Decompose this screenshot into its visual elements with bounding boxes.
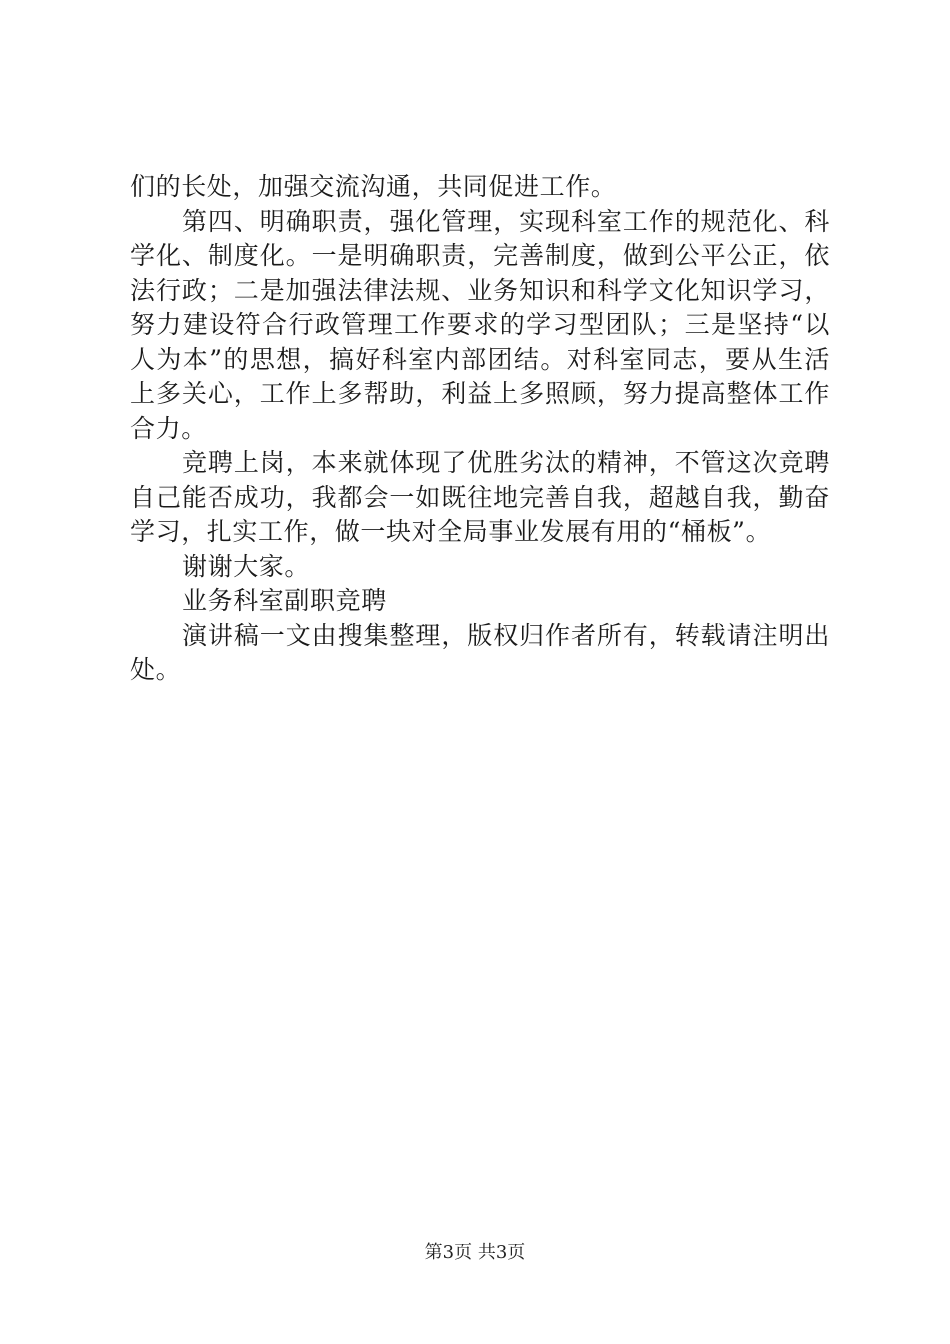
text-line: 演讲稿一文由搜集整理，版权归作者所有，转载请注明出 <box>182 620 830 650</box>
page-number-footer: 第3页 共3页 <box>424 1242 526 1263</box>
text-line: 上多关心，工作上多帮助，利益上多照顾，努力提高整体工作 <box>130 379 830 408</box>
text-line: 法行政；二是加强法律法规、业务知识和科学文化知识学习， <box>130 275 830 305</box>
text-line: 努力建设符合行政管理工作要求的学习型团队；三是坚持“以 <box>130 310 830 339</box>
text-line: 学习，扎实工作，做一块对全局事业发展有用的“桶板”。 <box>130 517 772 546</box>
document-body <box>130 170 830 688</box>
text-line: 学化、制度化。一是明确职责，完善制度，做到公平公正，依 <box>130 241 830 270</box>
text-line: 们的长处，加强交流沟通，共同促进工作。 <box>130 172 617 201</box>
text-line: 业务科室副职竞聘 <box>182 586 387 615</box>
text-line: 合力。 <box>130 413 207 443</box>
text-line: 处。 <box>130 655 182 684</box>
text-line: 自己能否成功，我都会一如既往地完善自我，超越自我，勤奋 <box>130 482 830 512</box>
text-line: 竞聘上岗，本来就体现了优胜劣汰的精神，不管这次竞聘 <box>182 448 830 477</box>
text-line: 第四、明确职责，强化管理，实现科室工作的规范化、科 <box>182 206 830 236</box>
text-line: 谢谢大家。 <box>182 551 311 581</box>
text-line: 人为本”的思想，搞好科室内部团结。对科室同志，要从生活 <box>130 344 830 374</box>
